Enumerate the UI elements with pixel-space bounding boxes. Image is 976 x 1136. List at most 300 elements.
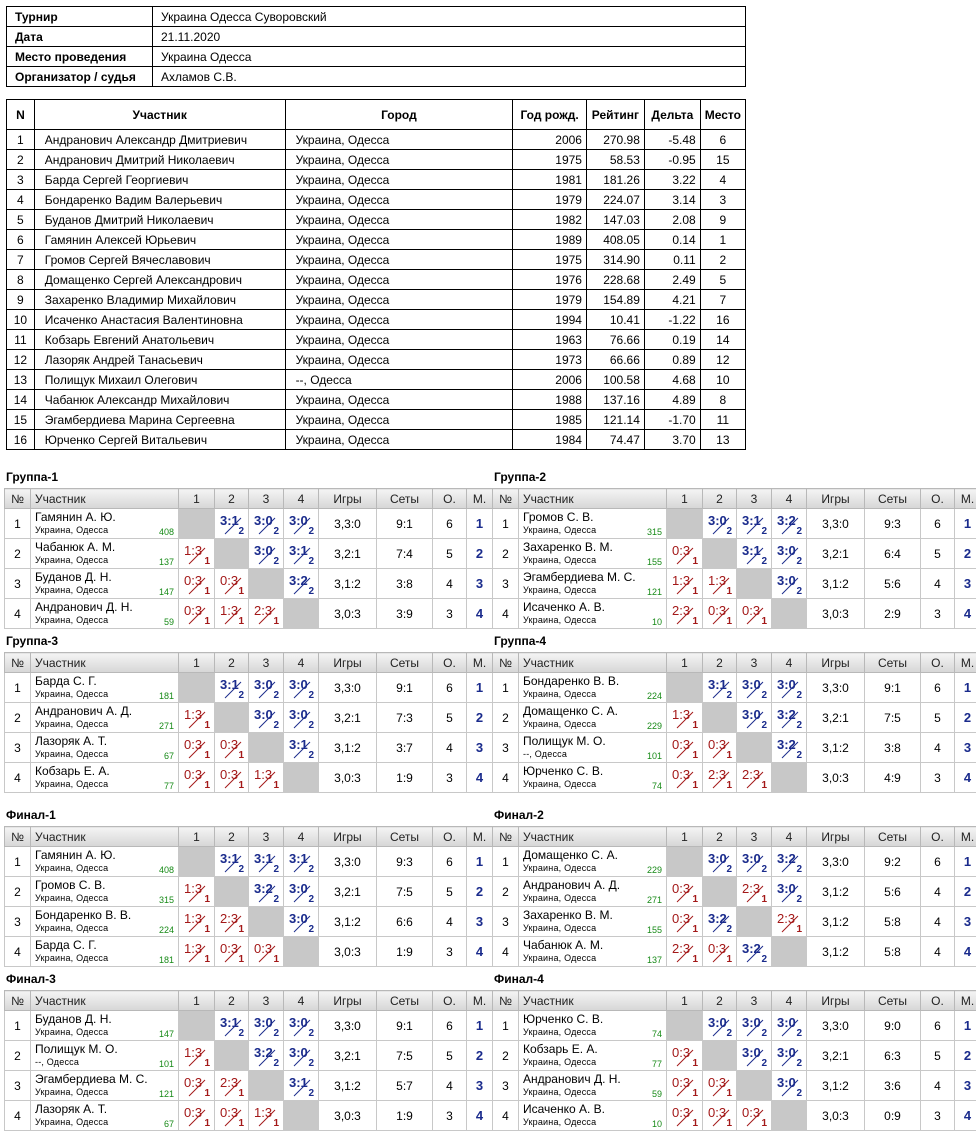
group-row <box>493 1041 976 1071</box>
self-match-cell <box>703 703 737 733</box>
match-score: 3:0 <box>708 851 727 866</box>
group-games: 3,3:0 <box>807 509 865 539</box>
player-name: Захаренко В. М. <box>523 540 613 554</box>
match-score-cell <box>703 599 737 629</box>
group-points: 6 <box>433 847 467 877</box>
player-rating: 155 <box>646 925 662 935</box>
participant-cell: 10 <box>7 310 35 330</box>
participant-row <box>7 190 746 210</box>
group-table <box>4 826 493 967</box>
match-points: 2 <box>761 556 767 567</box>
player-rating: 224 <box>646 691 662 701</box>
group-points: 4 <box>921 1071 955 1101</box>
participant-cell: 10.41 <box>586 310 644 330</box>
group-place: 1 <box>955 1011 976 1041</box>
self-match-cell <box>737 733 772 763</box>
group-table <box>4 990 493 1131</box>
group-points: 6 <box>921 1011 955 1041</box>
participant-cell: 7 <box>700 290 745 310</box>
player-city: Украина, Одесса <box>35 1027 109 1037</box>
group-column-header: М. <box>955 489 976 509</box>
participant-row <box>7 270 746 290</box>
group-sets: 7:4 <box>377 539 433 569</box>
participant-cell: 1985 <box>513 410 587 430</box>
match-score: 0:3 <box>184 1075 203 1090</box>
group-player-cell <box>519 1011 667 1041</box>
player-rating: 10 <box>651 1119 662 1129</box>
group-player-cell <box>31 599 179 629</box>
self-match-cell <box>737 907 772 937</box>
participant-cell: Громов Сергей Вячеславович <box>34 250 285 270</box>
match-points: 1 <box>204 954 210 965</box>
group-column-header: О. <box>921 653 955 673</box>
participant-row <box>7 230 746 250</box>
match-score: 3:0 <box>777 543 796 558</box>
group-column-header: № <box>5 991 31 1011</box>
group-column-header: 1 <box>179 489 215 509</box>
player-rating: 315 <box>158 895 174 905</box>
group-games: 3,1:2 <box>807 907 865 937</box>
participant-cell: 13 <box>7 370 35 390</box>
match-score-cell <box>284 509 319 539</box>
match-score-cell <box>215 763 249 793</box>
info-row <box>7 27 746 47</box>
self-match-cell <box>249 1071 284 1101</box>
group-column-header: Игры <box>319 489 377 509</box>
match-points: 2 <box>308 1088 314 1099</box>
participant-cell: 8 <box>700 390 745 410</box>
group-column-header: 1 <box>179 827 215 847</box>
participant-cell: 4.68 <box>644 370 700 390</box>
participants-column-header: Дельта <box>644 100 700 130</box>
match-points: 2 <box>273 1058 279 1069</box>
player-name: Барда С. Г. <box>35 938 97 952</box>
match-score-cell <box>179 937 215 967</box>
player-city: Украина, Одесса <box>35 923 109 933</box>
match-score-cell <box>249 763 284 793</box>
group-games: 3,1:2 <box>807 1071 865 1101</box>
match-points: 2 <box>796 586 802 597</box>
group-player-cell <box>519 877 667 907</box>
match-points: 2 <box>308 1028 314 1039</box>
match-points: 1 <box>204 780 210 791</box>
player-name: Кобзарь Е. А. <box>523 1042 598 1056</box>
match-score: 3:0 <box>777 1075 796 1090</box>
participant-cell: 147.03 <box>586 210 644 230</box>
group-row <box>5 763 493 793</box>
group-row <box>5 703 493 733</box>
participant-cell: Домащенко Сергей Александрович <box>34 270 285 290</box>
player-rating: 74 <box>651 781 662 791</box>
match-score: 0:3 <box>672 881 691 896</box>
group-row <box>5 509 493 539</box>
info-value: Ахламов С.В. <box>153 67 746 87</box>
match-score: 2:3 <box>220 911 239 926</box>
participant-cell: Украина, Одесса <box>285 170 513 190</box>
player-city: Украина, Одесса <box>523 1087 597 1097</box>
group-column-header: 4 <box>284 991 319 1011</box>
participants-column-header: Год рожд. <box>513 100 587 130</box>
match-score-cell <box>284 1011 319 1041</box>
participant-cell: 10 <box>700 370 745 390</box>
player-name: Лазоряк А. Т. <box>35 1102 108 1116</box>
group-column-header: М. <box>467 991 493 1011</box>
group-points: 3 <box>921 599 955 629</box>
player-rating: 271 <box>158 721 174 731</box>
group-player-cell <box>31 539 179 569</box>
match-score-cell <box>667 1071 703 1101</box>
match-score: 3:1 <box>289 851 308 866</box>
group-row-number: 3 <box>5 569 31 599</box>
participant-cell: 12 <box>7 350 35 370</box>
self-match-cell <box>249 733 284 763</box>
match-points: 2 <box>273 864 279 875</box>
participant-row <box>7 370 746 390</box>
match-score: 2:3 <box>254 603 273 618</box>
match-score-cell <box>772 569 807 599</box>
info-label: Место проведения <box>7 47 153 67</box>
participant-cell: 66.66 <box>586 350 644 370</box>
group-row-number: 2 <box>493 703 519 733</box>
group-column-header: М. <box>467 827 493 847</box>
match-score: 3:1 <box>220 677 239 692</box>
participants-column-header: N <box>7 100 35 130</box>
player-city: Украина, Одесса <box>35 779 109 789</box>
group-points: 5 <box>433 703 467 733</box>
participant-cell: 7 <box>7 250 35 270</box>
participant-cell: Андранович Дмитрий Николаевич <box>34 150 285 170</box>
group-place: 3 <box>955 569 976 599</box>
player-name: Домащенко С. А. <box>523 848 618 862</box>
match-points: 2 <box>238 864 244 875</box>
participant-cell: Украина, Одесса <box>285 250 513 270</box>
group-column-header: 2 <box>215 653 249 673</box>
group-table <box>492 652 976 793</box>
group-column-header: 1 <box>179 991 215 1011</box>
match-score: 1:3 <box>672 707 691 722</box>
self-match-cell <box>703 1041 737 1071</box>
group-games: 3,3:0 <box>319 509 377 539</box>
match-points: 2 <box>761 954 767 965</box>
group-column-header: Сеты <box>377 489 433 509</box>
match-score-cell <box>667 877 703 907</box>
info-value: 21.11.2020 <box>153 27 746 47</box>
group-place: 4 <box>955 763 976 793</box>
player-name: Гамянин А. Ю. <box>35 510 116 524</box>
match-score-cell <box>249 1041 284 1071</box>
participants-header-row <box>7 100 746 130</box>
match-score: 3:0 <box>254 707 273 722</box>
match-points: 1 <box>238 750 244 761</box>
group-points: 6 <box>433 1011 467 1041</box>
match-score-cell <box>179 763 215 793</box>
player-city: Украина, Одесса <box>35 555 109 565</box>
match-score-cell <box>737 1041 772 1071</box>
group-row-number: 4 <box>5 599 31 629</box>
group-sets: 9:2 <box>865 847 921 877</box>
match-score-cell <box>703 509 737 539</box>
player-city: Украина, Одесса <box>523 863 597 873</box>
group-sets: 1:9 <box>377 1101 433 1131</box>
participant-cell: 12 <box>700 350 745 370</box>
match-score-cell <box>179 569 215 599</box>
participant-row <box>7 170 746 190</box>
player-rating: 229 <box>646 721 662 731</box>
participant-cell: 1 <box>7 130 35 150</box>
match-score: 2:3 <box>777 911 796 926</box>
participant-cell: Украина, Одесса <box>285 270 513 290</box>
participant-row <box>7 310 746 330</box>
group-place: 1 <box>467 847 493 877</box>
group-sets: 9:1 <box>377 673 433 703</box>
group-player-cell <box>519 703 667 733</box>
match-score-cell <box>772 673 807 703</box>
info-row <box>7 67 746 87</box>
group-row <box>493 877 976 907</box>
match-score: 0:3 <box>184 737 203 752</box>
player-name: Полищук М. О. <box>35 1042 118 1056</box>
match-score: 0:3 <box>184 767 203 782</box>
match-score-cell <box>737 877 772 907</box>
group-sets: 3:9 <box>377 599 433 629</box>
group-row <box>5 937 493 967</box>
participant-cell: 1979 <box>513 190 587 210</box>
group-sets: 5:8 <box>865 907 921 937</box>
group-column-header: Игры <box>319 991 377 1011</box>
group-points: 5 <box>921 1041 955 1071</box>
group-games: 3,1:2 <box>319 569 377 599</box>
group-games: 3,3:0 <box>807 1011 865 1041</box>
group-sets: 5:6 <box>865 569 921 599</box>
group-place: 2 <box>467 877 493 907</box>
match-points: 2 <box>308 750 314 761</box>
match-score: 3:2 <box>777 707 796 722</box>
match-score-cell <box>772 539 807 569</box>
match-score-cell <box>215 673 249 703</box>
match-points: 2 <box>726 1028 732 1039</box>
player-name: Захаренко В. М. <box>523 908 613 922</box>
info-value: Украина Одесса <box>153 47 746 67</box>
participant-cell: 6 <box>7 230 35 250</box>
group-row <box>5 907 493 937</box>
match-score-cell <box>737 509 772 539</box>
player-rating: 229 <box>646 865 662 875</box>
group-games: 3,0:3 <box>807 599 865 629</box>
participant-row <box>7 410 746 430</box>
group-column-header: № <box>5 489 31 509</box>
match-score: 3:1 <box>220 1015 239 1030</box>
group-column-header: 4 <box>772 653 807 673</box>
group-column-header: № <box>493 489 519 509</box>
match-points: 1 <box>204 616 210 627</box>
match-score-cell <box>667 733 703 763</box>
group-games: 3,3:0 <box>807 847 865 877</box>
info-row <box>7 7 746 27</box>
match-score: 3:2 <box>742 941 761 956</box>
participant-cell: 1975 <box>513 250 587 270</box>
match-score: 3:1 <box>742 543 761 558</box>
group-column-header: 3 <box>249 489 284 509</box>
match-score: 3:1 <box>289 737 308 752</box>
self-match-cell <box>772 937 807 967</box>
match-score: 3:0 <box>289 677 308 692</box>
player-city: Украина, Одесса <box>35 585 109 595</box>
group-player-cell <box>31 1071 179 1101</box>
group-points: 4 <box>433 733 467 763</box>
participant-row <box>7 130 746 150</box>
group-sets: 1:9 <box>377 937 433 967</box>
match-score: 0:3 <box>184 1105 203 1120</box>
group-player-cell <box>31 1041 179 1071</box>
match-score: 2:3 <box>672 941 691 956</box>
group-column-header: Игры <box>319 653 377 673</box>
match-score-cell <box>737 539 772 569</box>
participants-table <box>6 99 746 450</box>
group-column-header: 2 <box>215 827 249 847</box>
group-row-number: 1 <box>493 1011 519 1041</box>
group-row-number: 3 <box>493 1071 519 1101</box>
match-points: 1 <box>692 750 698 761</box>
group-points: 3 <box>433 937 467 967</box>
group-row-number: 1 <box>493 847 519 877</box>
match-points: 2 <box>238 1028 244 1039</box>
group-row <box>493 1101 976 1131</box>
match-points: 2 <box>796 1028 802 1039</box>
match-points: 2 <box>238 690 244 701</box>
group-title: Финал-3 <box>6 972 56 986</box>
match-score-cell <box>667 907 703 937</box>
group-row <box>493 1011 976 1041</box>
match-score: 0:3 <box>220 573 239 588</box>
group-row <box>5 673 493 703</box>
match-points: 2 <box>761 864 767 875</box>
match-points: 1 <box>692 586 698 597</box>
group-points: 4 <box>433 1071 467 1101</box>
match-points: 1 <box>726 1088 732 1099</box>
group-place: 3 <box>467 907 493 937</box>
match-score-cell <box>703 1101 737 1131</box>
group-player-cell <box>31 733 179 763</box>
group-games: 3,0:3 <box>807 1101 865 1131</box>
match-points: 1 <box>692 616 698 627</box>
group-games: 3,1:2 <box>807 877 865 907</box>
player-city: Украина, Одесса <box>35 689 109 699</box>
match-score: 3:0 <box>777 1015 796 1030</box>
match-points: 1 <box>238 586 244 597</box>
group-column-header: Игры <box>807 827 865 847</box>
match-points: 1 <box>726 586 732 597</box>
group-row <box>5 569 493 599</box>
group-header-row <box>493 653 976 673</box>
group-sets: 0:9 <box>865 1101 921 1131</box>
player-rating: 59 <box>651 1089 662 1099</box>
group-row <box>5 599 493 629</box>
match-score: 0:3 <box>672 767 691 782</box>
participant-cell: 2006 <box>513 370 587 390</box>
group-header-row <box>5 827 493 847</box>
group-column-header: М. <box>467 653 493 673</box>
group-column-header: 2 <box>703 827 737 847</box>
player-name: Барда С. Г. <box>35 674 97 688</box>
player-city: Украина, Одесса <box>523 525 597 535</box>
group-points: 3 <box>433 1101 467 1131</box>
player-city: --, Одесса <box>35 1057 80 1067</box>
group-column-header: 2 <box>215 489 249 509</box>
match-score-cell <box>737 937 772 967</box>
info-label: Дата <box>7 27 153 47</box>
group-games: 3,3:0 <box>319 673 377 703</box>
match-score: 3:0 <box>708 513 727 528</box>
participant-cell: 4.89 <box>644 390 700 410</box>
self-match-cell <box>772 1101 807 1131</box>
group-points: 4 <box>921 877 955 907</box>
match-score: 3:0 <box>289 1015 308 1030</box>
group-place: 2 <box>467 1041 493 1071</box>
group-points: 3 <box>433 599 467 629</box>
match-score: 3:1 <box>289 543 308 558</box>
player-city: Украина, Одесса <box>35 749 109 759</box>
match-score-cell <box>703 937 737 967</box>
match-points: 1 <box>726 780 732 791</box>
player-city: Украина, Одесса <box>523 555 597 565</box>
player-rating: 59 <box>163 617 174 627</box>
group-points: 5 <box>433 1041 467 1071</box>
group-player-cell <box>519 907 667 937</box>
player-rating: 181 <box>158 955 174 965</box>
match-points: 2 <box>308 924 314 935</box>
match-points: 1 <box>273 1118 279 1129</box>
group-player-cell <box>31 1011 179 1041</box>
group-row-number: 2 <box>5 703 31 733</box>
match-score-cell <box>179 1101 215 1131</box>
match-score: 1:3 <box>184 881 203 896</box>
match-score: 3:0 <box>254 543 273 558</box>
match-score-cell <box>249 539 284 569</box>
match-points: 2 <box>273 526 279 537</box>
group-row-number: 2 <box>493 539 519 569</box>
group-column-header: 1 <box>667 489 703 509</box>
match-score: 3:0 <box>289 1045 308 1060</box>
group-column-header: О. <box>921 827 955 847</box>
match-points: 1 <box>238 1118 244 1129</box>
match-score-cell <box>215 509 249 539</box>
participant-cell: 3.70 <box>644 430 700 450</box>
match-score-cell <box>284 569 319 599</box>
match-score-cell <box>737 703 772 733</box>
player-name: Исаченко А. В. <box>523 600 605 614</box>
match-points: 2 <box>796 690 802 701</box>
participant-cell: 270.98 <box>586 130 644 150</box>
match-score: 2:3 <box>220 1075 239 1090</box>
match-score-cell <box>179 733 215 763</box>
player-rating: 101 <box>158 1059 174 1069</box>
match-score-cell <box>284 877 319 907</box>
group-player-cell <box>31 509 179 539</box>
group-sets: 9:1 <box>865 673 921 703</box>
match-score: 3:1 <box>254 851 273 866</box>
player-name: Буданов Д. Н. <box>35 570 112 584</box>
group-row <box>5 877 493 907</box>
player-name: Юрченко С. В. <box>523 1012 604 1026</box>
group-column-header: Игры <box>319 827 377 847</box>
participant-cell: 9 <box>700 210 745 230</box>
match-score-cell <box>249 877 284 907</box>
participant-cell: 1994 <box>513 310 587 330</box>
participant-cell: 13 <box>700 430 745 450</box>
group-row <box>493 599 976 629</box>
group-games: 3,3:0 <box>807 673 865 703</box>
self-match-cell <box>215 703 249 733</box>
